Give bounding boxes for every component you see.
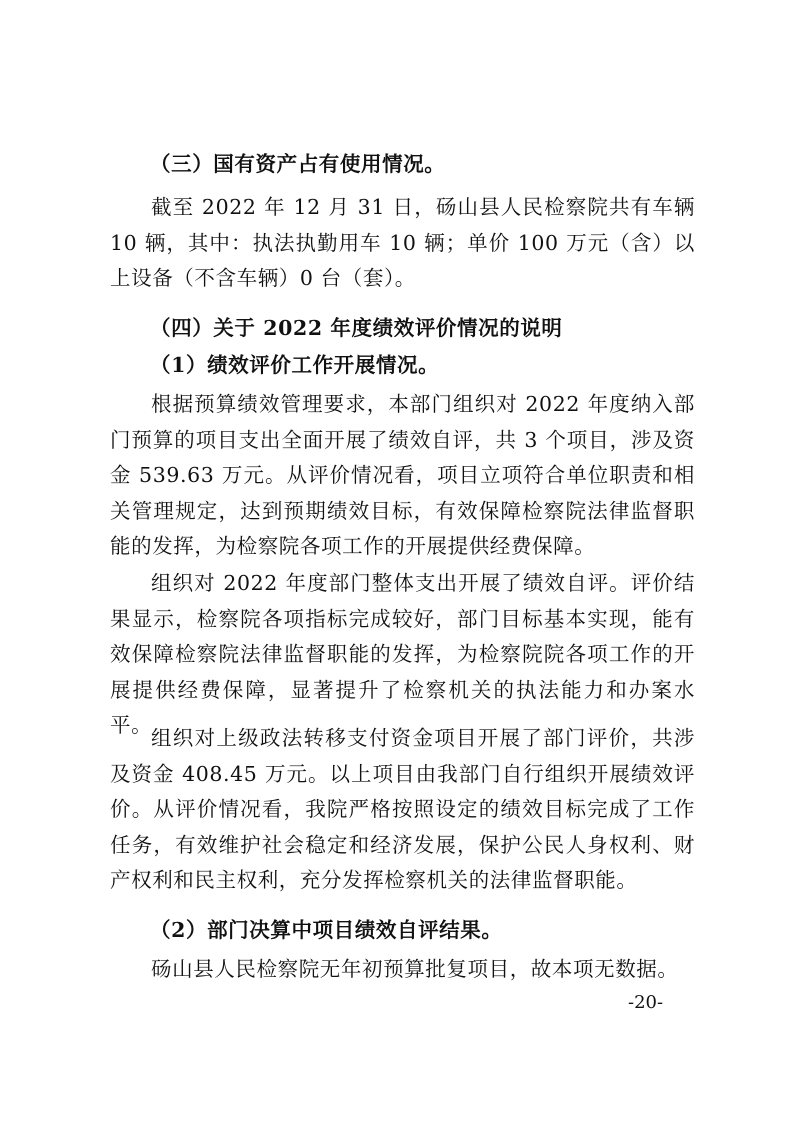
- work-heading: （1）绩效评价工作开展情况。: [150, 353, 440, 377]
- results-paragraph: 砀山县人民检察院无年初预算批复项目，故本项无数据。: [151, 957, 679, 981]
- results-heading: （2）部门决算中项目绩效自评结果。: [150, 918, 503, 942]
- assets-paragraph: 截至 2022 年 12 月 31 日，砀山县人民检察院共有车辆 10 辆，其中：执法执勤用车 10 辆；单价 100 万元（含）以上设备（不含车辆）0 台（套）。: [110, 195, 695, 290]
- assets-heading: （三）国有资产占有使用情况。: [150, 152, 446, 176]
- work-paragraph-3: 组织对上级政法转移支付资金项目开展了部门评价，共涉及资金 408.45 万元。以上项目由我部门自行组织开展绩效评价。从评价情况看，我院严格按照设定的绩效目标完成了工作任务，有效维护社会稳定和经济发展，保护公民人身权利、财产权利和民主权利，充分发挥检察机关的法律监督职能。: [110, 726, 695, 892]
- work-paragraph-2: 组织对 2022 年度部门整体支出开展了绩效自评。评价结果显示，检察院各项指标完成较好，部门目标基本实现，能有效保障检察院法律监督职能的发挥，为检察院院各项工作的开展提供经费保障，显著提升了检察机关的执法能力和办案水平。: [110, 571, 695, 737]
- work-paragraph-1: 根据预算绩效管理要求，本部门组织对 2022 年度纳入部门预算的项目支出全面开展了绩效自评，共 3 个项目，涉及资金 539.63 万元。从评价情况看，项目立项符合单位职责和相关管理规定，达到预期绩效目标，有效保障检察院法律监督职能的发挥，为检察院各项工作的开展提供经费保障。: [110, 392, 695, 558]
- page-number: -20-: [628, 992, 664, 1013]
- evaluation-heading: （四）关于 2022 年度绩效评价情况的说明: [150, 316, 563, 340]
